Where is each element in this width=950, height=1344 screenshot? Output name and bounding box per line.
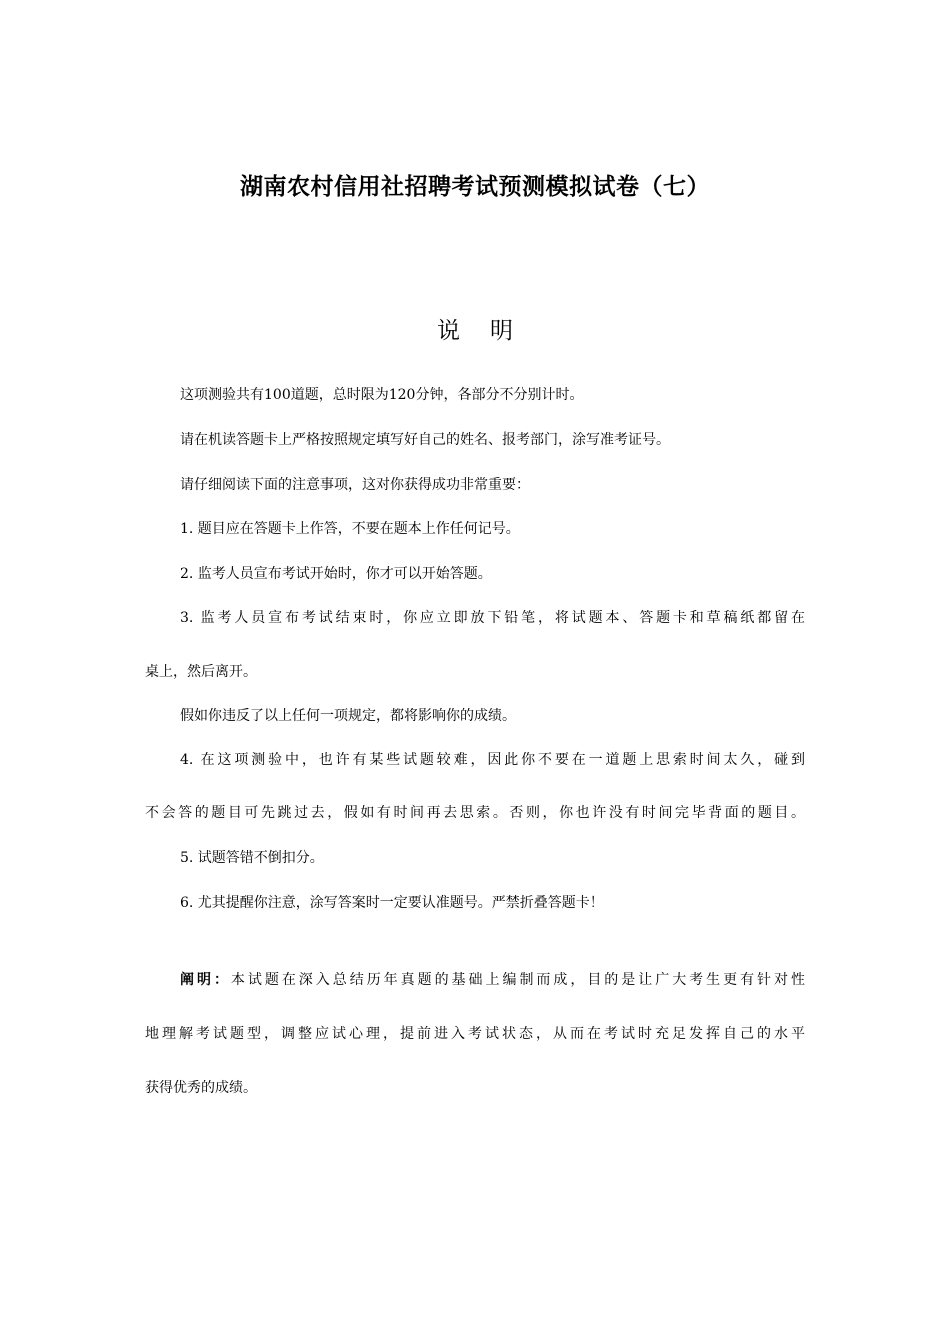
statement-line-3: 获得优秀的成绩。: [145, 1080, 257, 1096]
rule-item-3-continued: 桌上，然后离开。: [145, 664, 257, 680]
rule-item-1: 1. 题目应在答题卡上作答，不要在题本上作任何记号。: [180, 521, 520, 537]
rule-item-5: 5. 试题答错不倒扣分。: [180, 850, 324, 866]
statement-line-2: 地理解考试题型，调整应试心理，提前进入考试状态，从而在考试时充足发挥自己的水平: [145, 1026, 805, 1042]
rule-item-3: 3. 监考人员宣布考试结束时，你应立即放下铅笔，将试题本、答题卡和草稿纸都留在: [180, 610, 805, 626]
rule-item-4: 4. 在这项测验中，也许有某些试题较难，因此你不要在一道题上思索时间太久，碰到: [180, 752, 805, 768]
instruction-line: 请在机读答题卡上严格按照规定填写好自己的姓名、报考部门，涂写准考证号。: [180, 432, 670, 448]
instruction-line: 请仔细阅读下面的注意事项，这对你获得成功非常重要：: [180, 477, 530, 493]
statement-text: 本试题在深入总结历年真题的基础上编制而成，目的是让广大考生更有针对性: [230, 972, 806, 988]
warning-line: 假如你违反了以上任何一项规定，都将影响你的成绩。: [180, 708, 516, 724]
statement-lead: 阐明：: [180, 972, 231, 988]
section-heading: [0, 312, 950, 345]
rule-item-2: 2. 监考人员宣布考试开始时，你才可以开始答题。: [180, 566, 492, 582]
rule-item-4-continued: 不会答的题目可先跳过去，假如有时间再去思索。否则，你也许没有时间完毕背面的题目。: [145, 805, 805, 821]
heading-char-1: 说: [437, 318, 460, 344]
document-title: 湖南农村信用社招聘考试预测模拟试卷（七）: [240, 174, 710, 200]
heading-char-2: 明: [490, 318, 513, 344]
statement-line-1: [180, 970, 805, 990]
instruction-line: 这项测验共有100道题，总时限为120分钟，各部分不分别计时。: [180, 387, 584, 403]
rule-item-6: 6. 尤其提醒你注意，涂写答案时一定要认准题号。严禁折叠答题卡！: [180, 895, 604, 911]
